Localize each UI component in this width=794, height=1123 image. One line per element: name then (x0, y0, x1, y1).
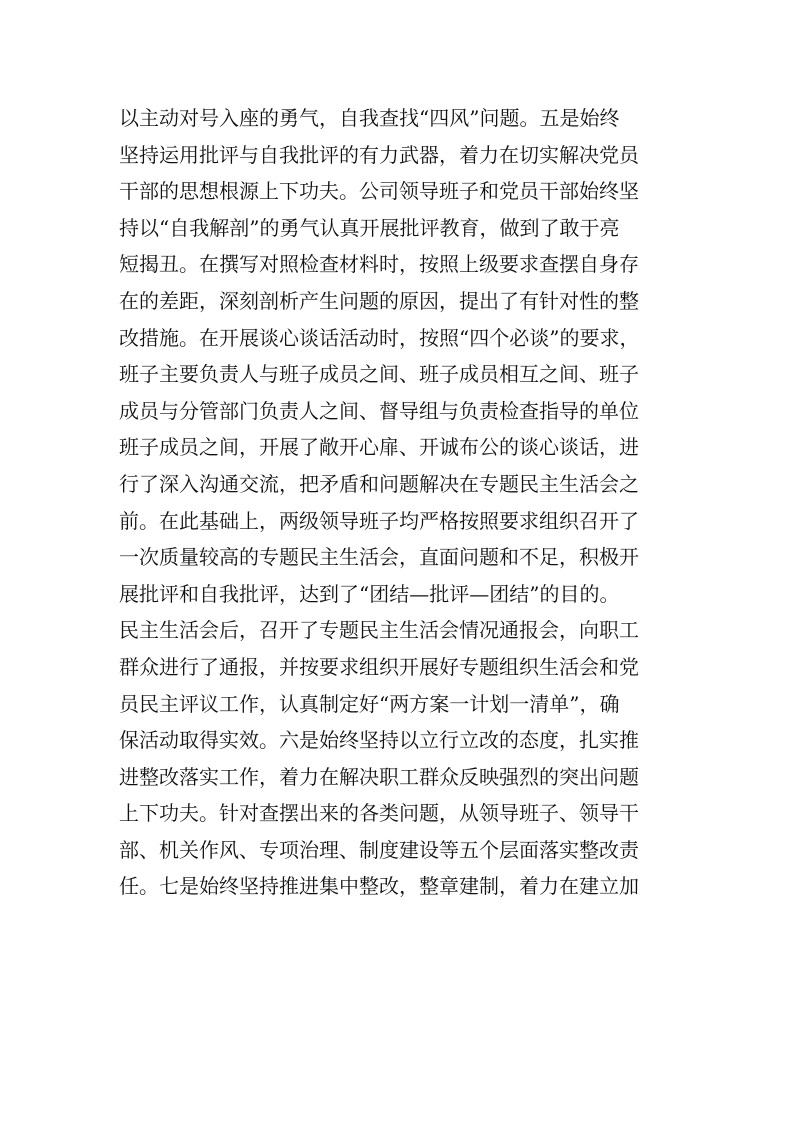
text-line: 民主生活会后，召开了专题民主生活会情况通报会，向职工 (119, 618, 639, 643)
text-line: 干部的思想根源上下功夫。公司领导班子和党员干部始终坚 (119, 179, 639, 204)
text-line: 改措施。在开展谈心谈话活动时，按照“四个必谈”的要求， (119, 325, 640, 350)
body-text (119, 100, 679, 905)
text-line: 保活动取得实效。六是始终坚持以立行立改的态度，扎实推 (119, 728, 639, 753)
text-line: 以主动对号入座的勇气，自我查找“四风”问题。五是始终 (119, 106, 620, 130)
text-line: 成员与分管部门负责人之间、督导组与负责检查指导的单位 (119, 398, 639, 423)
text-line: 持以“自我解剖”的勇气认真开展批评教育，做到了敢于亮 (119, 215, 620, 240)
text-line: 群众进行了通报，并按要求组织开展好专题组织生活会和党 (119, 654, 639, 679)
text-line: 班子主要负责人与班子成员之间、班子成员相互之间、班子 (119, 362, 639, 387)
text-line: 进整改落实工作，着力在解决职工群众反映强烈的突出问题 (119, 764, 639, 789)
text-line: 行了深入沟通交流，把矛盾和问题解决在专题民主生活会之 (119, 471, 639, 496)
text-line: 任。七是始终坚持推进集中整改，整章建制，着力在建立加 (119, 874, 639, 899)
text-line: 一次质量较高的专题民主生活会，直面问题和不足，积极开 (119, 545, 639, 570)
text-line: 班子成员之间，开展了敞开心扉、开诚布公的谈心谈话，进 (119, 435, 639, 460)
text-line: 前。在此基础上，两级领导班子均严格按照要求组织召开了 (119, 508, 639, 533)
text-line: 上下功夫。针对查摆出来的各类问题，从领导班子、领导干 (119, 801, 639, 826)
text-line: 坚持运用批评与自我批评的有力武器，着力在切实解决党员 (119, 142, 639, 167)
text-line: 部、机关作风、专项治理、制度建设等五个层面落实整改责 (119, 837, 639, 862)
text-line: 短揭丑。在撰写对照检查材料时，按照上级要求查摆自身存 (119, 252, 639, 277)
text-line: 员民主评议工作，认真制定好“两方案一计划一清单”，确 (119, 691, 620, 716)
text-line: 在的差距，深刻剖析产生问题的原因，提出了有针对性的整 (119, 288, 639, 313)
text-line: 展批评和自我批评，达到了“团结—批评—团结”的目的。 (119, 581, 620, 606)
